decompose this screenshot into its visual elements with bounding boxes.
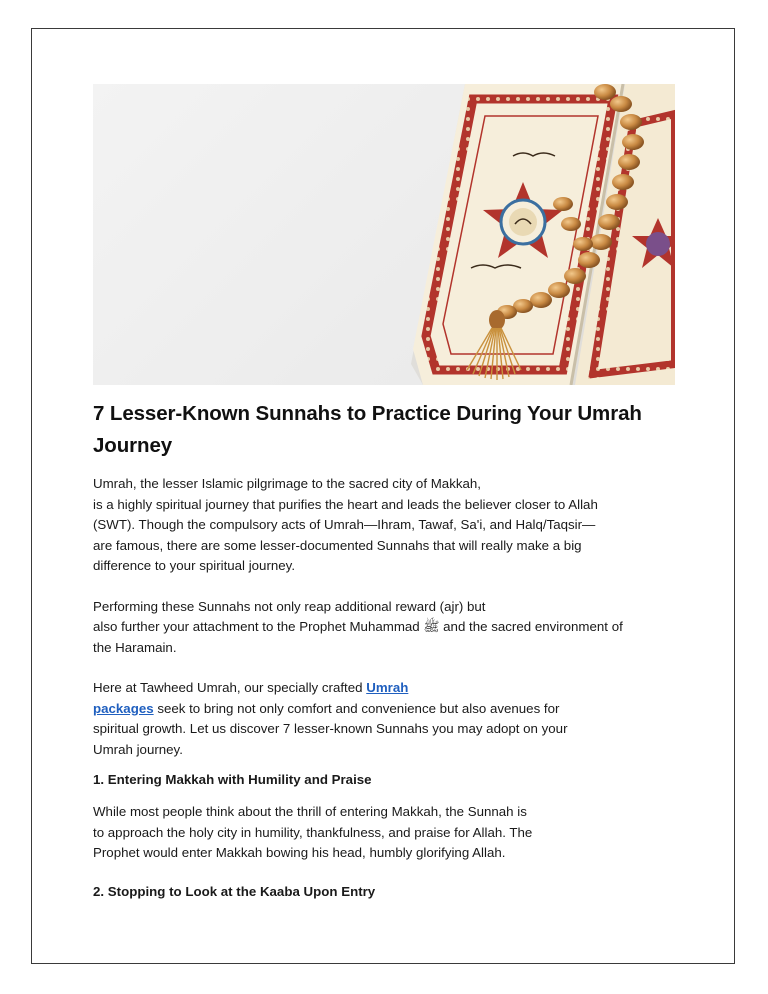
- paragraph-line: to approach the holy city in humility, thankfulness, and praise for Allah. The: [93, 824, 533, 840]
- paragraph-line: also further your attachment to the Prophet Muhammad ﷺ and the sacred environment of: [93, 619, 623, 634]
- section-paragraph: [93, 802, 693, 864]
- paragraph-line: Performing these Sunnahs not only reap additional reward (ajr) but: [93, 598, 486, 614]
- paragraph-line: [93, 678, 693, 699]
- article-body: [93, 398, 693, 902]
- intro-line: difference to your spiritual journey.: [93, 558, 296, 573]
- section-heading: 1. Entering Makkah with Humility and Praise: [93, 772, 372, 787]
- paragraph-text: seek to bring not only comfort and convenience but also avenues for: [153, 700, 560, 716]
- paragraph-line: Prophet would enter Makkah bowing his head, humbly glorifying Allah.: [93, 845, 506, 860]
- umrah-packages-link-continued[interactable]: packages: [93, 700, 154, 716]
- paragraph-line: While most people think about the thrill of entering Makkah, the Sunnah is: [93, 804, 527, 819]
- intro-line: are famous, there are some lesser-documented Sunnahs that will really make a big: [93, 537, 582, 553]
- article-title: 7 Lesser-Known Sunnahs to Practice During Your Umrah Journey: [93, 402, 642, 457]
- paragraph-line: spiritual growth. Let us discover 7 lesser-known Sunnahs you may adopt on your: [93, 721, 568, 736]
- paragraph-text: Here at Tawheed Umrah, our specially crafted: [93, 680, 367, 695]
- paragraph-line: [93, 699, 693, 720]
- paragraph-line: the Haramain.: [93, 639, 177, 655]
- intro-line: is a highly spiritual journey that purifies the heart and leads the believer closer to Allah: [93, 496, 598, 512]
- intro-line: Umrah, the lesser Islamic pilgrimage to the sacred city of Makkah,: [93, 476, 481, 491]
- intro-paragraph: [93, 474, 693, 577]
- packages-paragraph: [93, 678, 693, 760]
- hero-image: [93, 84, 675, 385]
- paragraph-line: Umrah journey.: [93, 741, 183, 757]
- section-heading: 2. Stopping to Look at the Kaaba Upon Entry: [93, 883, 376, 899]
- intro-line: (SWT). Though the compulsory acts of Umrah—Ihram, Tawaf, Sa'i, and Halq/Taqsir—: [93, 517, 596, 532]
- quran-beads-illustration: [93, 84, 675, 385]
- umrah-packages-link[interactable]: Umrah: [366, 680, 409, 695]
- sunnah-benefits-paragraph: [93, 597, 693, 659]
